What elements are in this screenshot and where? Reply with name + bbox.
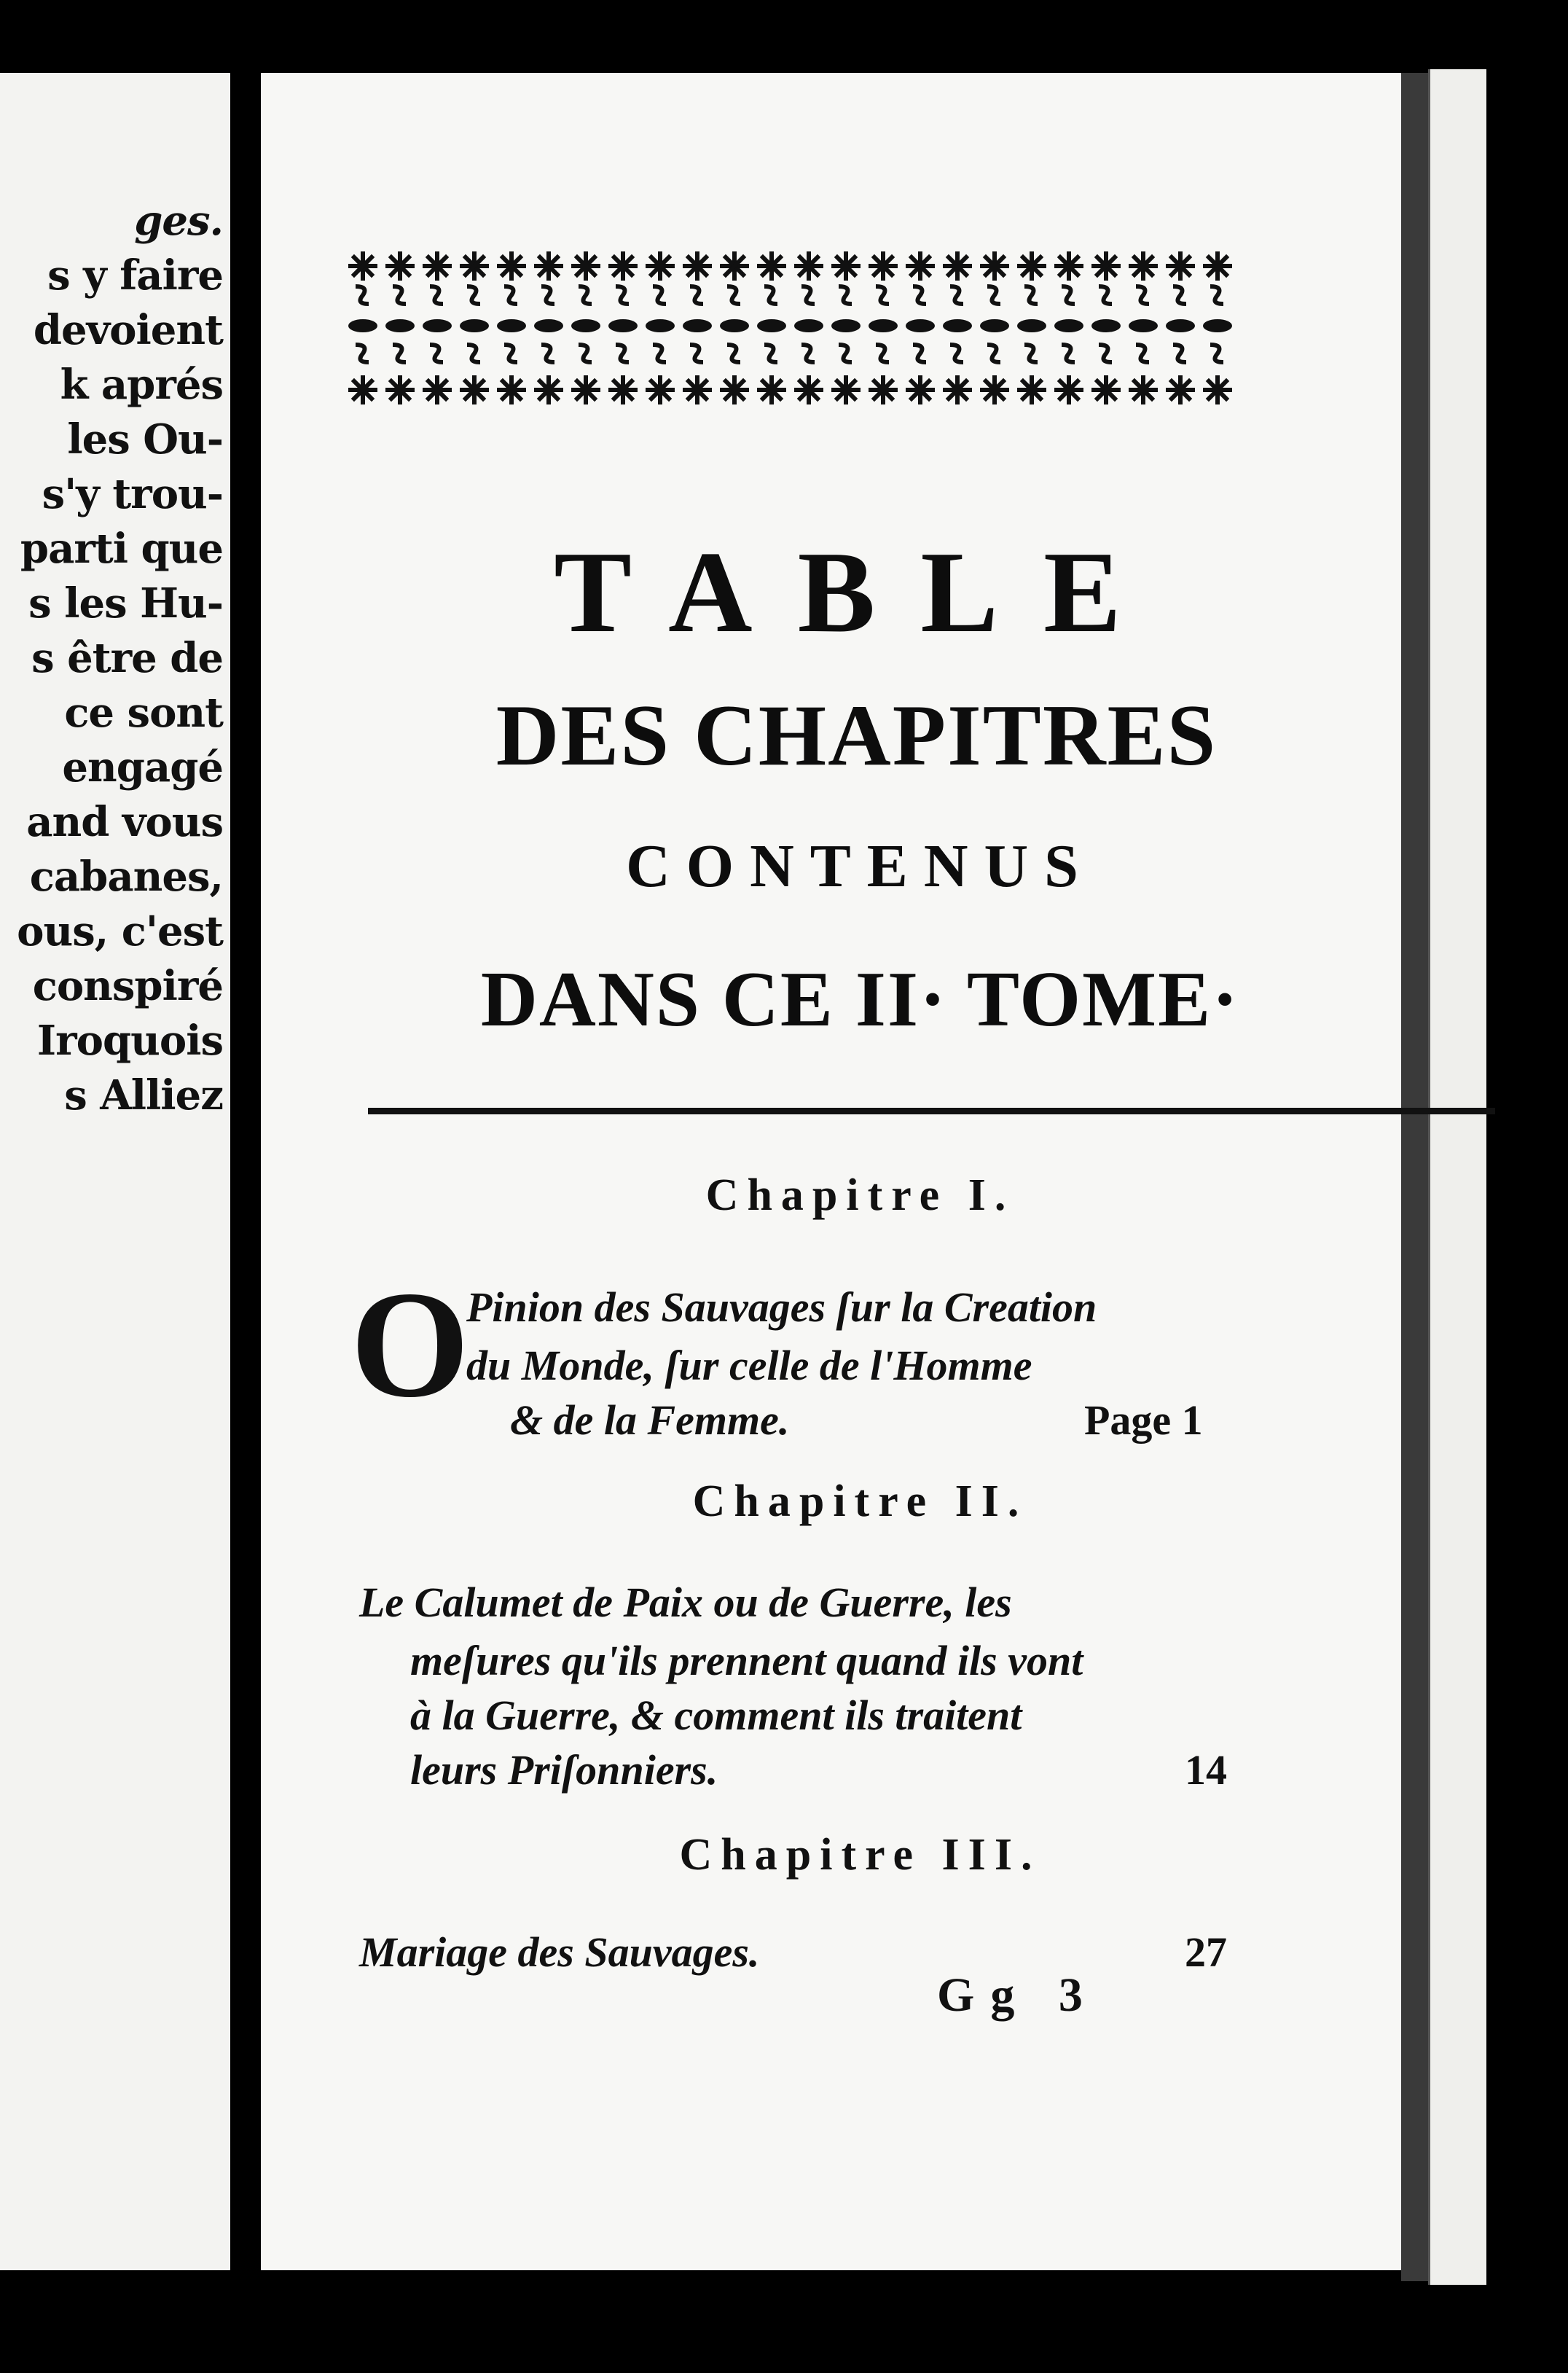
ornament-swirl	[987, 345, 1000, 362]
left-page-line: s les Hu-	[28, 579, 223, 628]
ornament-swirl	[504, 286, 517, 304]
ornament-swirl	[764, 345, 777, 362]
ornament-knot	[831, 319, 861, 332]
ornament-knot	[1017, 319, 1046, 332]
ornament-swirl	[1136, 345, 1149, 362]
chapter-entry-line: Le Calumet de Paix ou de Guerre, les	[359, 1579, 1012, 1626]
page-reference: 14	[1185, 1746, 1227, 1794]
ornament-knot	[1203, 319, 1232, 332]
left-page-line: les Ou-	[67, 415, 223, 464]
ornament-swirl	[1173, 286, 1186, 304]
chapter-heading: Chapitre I.	[705, 1170, 1015, 1220]
ornament-knot	[980, 319, 1009, 332]
ornament-swirl	[913, 286, 926, 304]
ornament-band	[348, 244, 1500, 419]
drop-cap: O	[350, 1260, 470, 1429]
ornament-knot	[1054, 319, 1083, 332]
left-page-line: devoient	[33, 306, 223, 354]
ornament-swirl	[764, 286, 777, 304]
left-page-line: conspiré	[32, 962, 223, 1010]
ornament-knot	[720, 319, 749, 332]
left-page-line: parti que	[20, 525, 223, 573]
ornament-knot	[460, 319, 489, 332]
ornament-swirl	[876, 286, 889, 304]
ornament-knot	[646, 319, 675, 332]
ornament-knot	[794, 319, 823, 332]
ornament-swirl	[579, 345, 592, 362]
ornament-knot	[869, 319, 898, 332]
ornament-swirl	[579, 286, 592, 304]
ornament-swirl	[1210, 286, 1223, 304]
left-page-line: and vous	[26, 798, 223, 846]
facing-page-left	[0, 73, 230, 2270]
ornament-swirl	[690, 286, 703, 304]
chapter-heading: Chapitre III.	[679, 1830, 1041, 1880]
ornament-swirl	[504, 345, 517, 362]
ornament-knot	[534, 319, 563, 332]
ornament-swirl	[393, 286, 406, 304]
ornament-knot	[385, 319, 415, 332]
left-page-line: ges.	[134, 197, 223, 245]
ornament-swirl	[950, 286, 963, 304]
left-page-line: Iroquois	[36, 1017, 223, 1065]
ornament-swirl	[653, 286, 666, 304]
ornament-swirl	[839, 286, 852, 304]
ornament-knot	[571, 319, 600, 332]
ornament-swirl	[690, 345, 703, 362]
ornament-knot	[1166, 319, 1195, 332]
ornament-swirl	[393, 345, 406, 362]
ornament-knot	[423, 319, 452, 332]
ornament-swirl	[430, 286, 443, 304]
ornament-glyphs	[348, 251, 1232, 404]
chapter-entry-line: Pinion des Sauvages ſur la Creation	[466, 1283, 1097, 1331]
ornament-swirl	[950, 345, 963, 362]
ornament-swirl	[653, 345, 666, 362]
ornament-swirl	[801, 286, 815, 304]
ornament-swirl	[913, 345, 926, 362]
ornament-swirl	[541, 286, 554, 304]
page-reference: 27	[1185, 1928, 1227, 1976]
signature-mark: Gg 3	[937, 1969, 1099, 2022]
ornament-swirl	[1024, 286, 1038, 304]
ornament-swirl	[987, 286, 1000, 304]
left-page-line: s être de	[31, 634, 223, 682]
ornament-knot	[757, 319, 786, 332]
ornament-knot	[608, 319, 638, 332]
ornament-swirl	[1136, 286, 1149, 304]
ornament-knot	[1129, 319, 1158, 332]
table-of-contents-page	[261, 73, 1401, 2270]
chapter-entry-line: leurs Priſonniers.	[410, 1746, 718, 1794]
ornament-swirl	[616, 345, 629, 362]
ornament-swirl	[727, 345, 740, 362]
ornament-swirl	[467, 345, 480, 362]
chapter-entry-line: & de la Femme.	[510, 1396, 790, 1444]
ornament-swirl	[1062, 345, 1075, 362]
left-page-line: s Alliez	[64, 1071, 223, 1119]
ornament-swirl	[430, 345, 443, 362]
ornament-swirl	[467, 286, 480, 304]
chapter-entry-line: Mariage des Sauvages.	[359, 1928, 760, 1976]
title-des-chapitres: DES CHAPITRES	[495, 687, 1218, 783]
ornament-knot	[497, 319, 526, 332]
ornament-swirl	[1173, 345, 1186, 362]
ornament-swirl	[356, 286, 369, 304]
ornament-swirl	[356, 345, 369, 362]
title-dans-ce-tome: DANS CE II· TOME·	[480, 956, 1240, 1043]
ornament-swirl	[1024, 345, 1038, 362]
ornament-knot	[943, 319, 972, 332]
ornament-swirl	[727, 286, 740, 304]
title-contenus: CONTENUS	[626, 832, 1094, 900]
divider-rule	[368, 1108, 1495, 1114]
left-page-line: s y faire	[47, 251, 223, 300]
chapter-entry-line: du Monde, ſur celle de l'Homme	[466, 1342, 1032, 1389]
ornament-knot	[906, 319, 935, 332]
page-reference: Page 1	[1084, 1396, 1203, 1444]
ornament-swirl	[876, 345, 889, 362]
ornament-knot	[1091, 319, 1121, 332]
ornament-swirl	[1062, 286, 1075, 304]
chapter-entry-line: meſures qu'ils prennent quand ils vont	[410, 1637, 1083, 1684]
ornament-swirl	[616, 286, 629, 304]
ornament-swirl	[541, 345, 554, 362]
ornament-swirl	[1099, 286, 1112, 304]
chapter-heading: Chapitre II.	[692, 1477, 1028, 1526]
ornament-swirl	[1099, 345, 1112, 362]
left-page-line: s'y trou-	[42, 470, 223, 518]
left-page-line: k aprés	[60, 361, 223, 409]
ornament-swirl	[839, 345, 852, 362]
left-page-line: cabanes,	[29, 853, 223, 901]
ornament-knot	[348, 319, 377, 332]
ornament-swirl	[801, 345, 815, 362]
ornament-swirl	[1210, 345, 1223, 362]
title-table: TABLE	[554, 527, 1167, 657]
left-page-line: ce sont	[64, 689, 223, 737]
left-page-line: engagé	[62, 743, 223, 791]
left-page-line: ous, c'est	[17, 907, 223, 955]
chapter-entry-line: à la Guerre, & comment ils traitent	[410, 1692, 1022, 1739]
ornament-knot	[683, 319, 712, 332]
